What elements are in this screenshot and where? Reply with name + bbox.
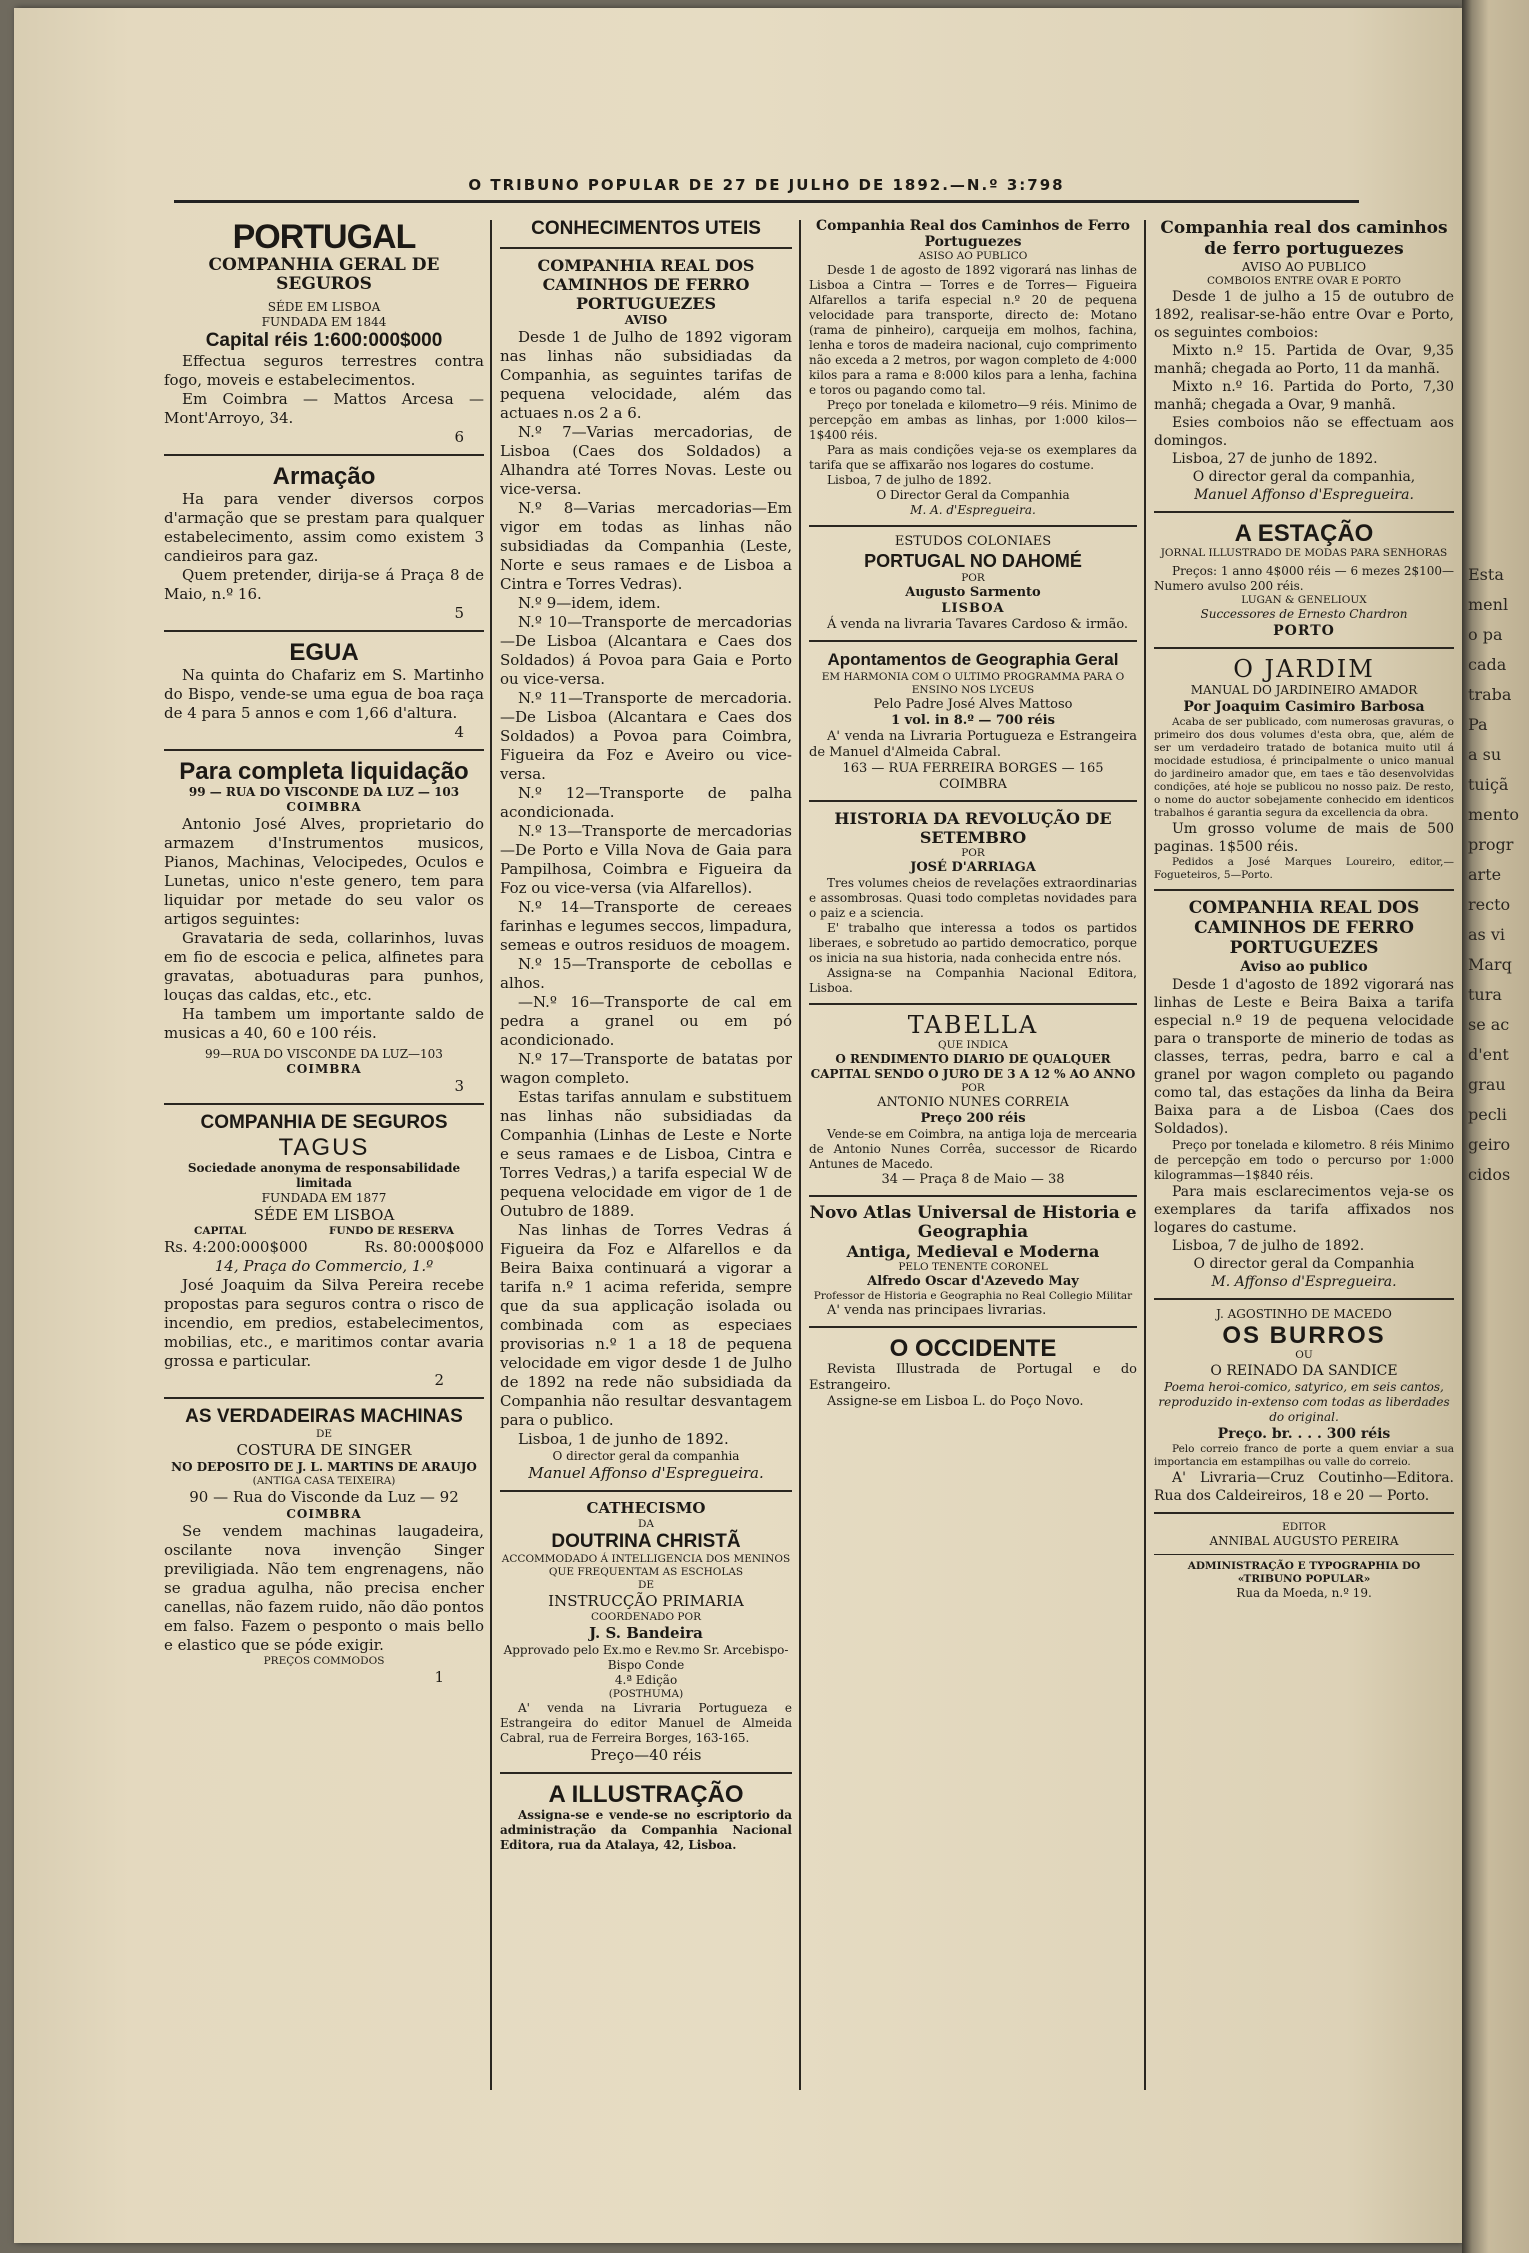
notice-aviso: Aviso ao publico [1240, 959, 1368, 975]
edge-text-fragment: Pa [1468, 715, 1488, 734]
notice-aviso: ASISO AO PUBLICO [918, 250, 1028, 262]
edge-text-fragment: tura [1468, 985, 1502, 1004]
ad-title: Apontamentos de Geographia Geral [827, 650, 1119, 669]
notice-signature: Manuel Affonso d'Espregueira. [528, 1464, 764, 1482]
divider [1154, 511, 1454, 513]
ad-historia [809, 809, 1137, 996]
notice-company: Companhia real dos caminhos de ferro portuguezes [1160, 218, 1448, 259]
edge-text-fragment: se ac [1468, 1015, 1510, 1034]
ad-text: Tres volumes cheios de revelações extraordinarias e assombrosas. Quasi todo completas novidades para o paiz e a sciencia. [809, 876, 1137, 920]
ad-subtitle: Antiga, Medieval e Moderna [846, 1242, 1100, 1261]
edge-text-fragment: cada [1468, 655, 1507, 674]
notice-text: Desde 1 de Julho de 1892 vigoram nas linhas não subsidiadas da Companhia, as seguintes tarifas de pequena velocidade, além das actuaes n.os 2 a 6. [500, 328, 792, 422]
notice-comboios: COMBOIOS ENTRE OVAR E PORTO [1206, 275, 1402, 287]
ad-text: Assigne-se em Lisboa L. do Poço Novo. [827, 1394, 1084, 1409]
divider [1154, 647, 1454, 649]
ad-publisher: LUGAN & GENELIOUX [1241, 594, 1367, 606]
ad-title: TABELLA [907, 1011, 1039, 1039]
divider [500, 1490, 792, 1492]
notice-text: Preço por tonelada e kilometro. 8 réis Minimo de percepção em todo o percurso por 1:000 kilogrammas—1$840 réis. [1154, 1138, 1454, 1182]
ad-burros [1154, 1307, 1454, 1505]
notice-company: COMPANHIA REAL DOS CAMINHOS DE FERRO PORTUGUEZES [537, 256, 755, 313]
ad-title: A ILLUSTRAÇÃO [548, 1781, 744, 1808]
divider [1154, 1554, 1454, 1555]
ad-subtitle: COMPANHIA GERAL DE SEGUROS [208, 255, 440, 294]
ad-title: AS VERDADEIRAS MACHINAS [185, 1406, 463, 1427]
ad-title: Novo Atlas Universal de Historia e Geographia [809, 1203, 1137, 1242]
ad-title: A ESTAÇÃO [1234, 520, 1374, 547]
edge-text-fragment: tuiçã [1468, 775, 1509, 794]
notice-text: Mixto n.º 15. Partida de Ovar, 9,35 manhã; chegada ao Porto, 11 da manhã. [1154, 343, 1454, 377]
tariff-item: N.º 7—Varias mercadorias, de Lisboa (Caes dos Soldados) a Alhandra até Torres Novas. Leste ou vice-versa. [500, 423, 792, 498]
notice-date: Lisboa, 7 de julho de 1892. [827, 473, 992, 487]
ad-title: Para completa liquidação [179, 758, 469, 785]
ad-text: Ha tambem um importante saldo de musicas a 40, 60 e 100 réis. [164, 1005, 484, 1042]
ad-address: 90 — Rua do Visconde da Luz — 92 [189, 1488, 459, 1506]
ad-text: Na quinta do Chafariz em S. Martinho do Bispo, vende-se uma egua de boa raça de 4 para 5 annos e com 1,66 d'altura. [164, 666, 484, 722]
ad-title: COMPANHIA DE SEGUROS [200, 1112, 448, 1133]
ad-instr: INSTRUCÇÃO PRIMARIA [548, 1592, 744, 1610]
ad-text: A' venda nas principaes livrarias. [827, 1303, 1047, 1318]
divider [164, 1397, 484, 1399]
ad-portugal [164, 218, 484, 447]
ad-por: POR [961, 1082, 985, 1094]
fundo-label: FUNDO DE RESERVA [328, 1225, 454, 1237]
capital-value: Rs. 4:200:000$000 [164, 1238, 308, 1256]
notice-text: Para as mais condições veja-se os exemplares da tarifa que se affixarão nos logares do costume. [809, 443, 1137, 472]
admin-label: ADMINISTRAÇÃO E TYPOGRAPHIA DO «TRIBUNO POPULAR» [1187, 1560, 1421, 1585]
divider [809, 800, 1137, 802]
ad-deposito: NO DEPOSITO DE J. L. MARTINS DE ARAUJO [171, 1460, 477, 1474]
ad-city: LISBOA [941, 601, 1005, 616]
ad-ou: OU [1295, 1349, 1313, 1361]
ad-precos: Preços: 1 anno 4$000 réis — 6 mezes 2$100—Numero avulso 200 réis. [1154, 564, 1454, 593]
ad-author: J. AGOSTINHO DE MACEDO [1216, 1307, 1392, 1321]
ad-address: 34 — Praça 8 de Maio — 38 [881, 1172, 1065, 1187]
notice-date: Lisboa, 27 de junho de 1892. [1172, 451, 1378, 467]
ad-text: Á venda na livraria Tavares Cardoso & irmão. [827, 617, 1129, 632]
ad-address: 163 — RUA FERREIRA BORGES — 165 [842, 761, 1104, 776]
ad-post: (POSTHUMA) [608, 1688, 684, 1700]
ad-title: O JARDIM [1233, 655, 1375, 683]
edge-text-fragment: a su [1468, 745, 1502, 764]
ad-vol: Um grosso volume de mais de 500 paginas. 1$500 réis. [1154, 821, 1454, 855]
divider [500, 247, 792, 249]
tariff-item: N.º 8—Varias mercadorias—Em vigor em todas as linhas não subsidiadas da Companhia (Leste, Norte e seus ramaes e de Lisboa a Cintra e Torres Vedras). [500, 499, 792, 593]
ad-coord: COORDENADO POR [591, 1611, 701, 1623]
ad-sede: SÉDE EM LISBOA [267, 300, 381, 314]
ad-title: EGUA [289, 639, 359, 666]
notice-text: Para mais esclarecimentos veja-se os exemplares da tarifa affixados nos logares do castume. [1154, 1184, 1454, 1236]
notice-signature: M. A. d'Espregueira. [910, 503, 1036, 517]
ad-text: Assigna-se na Companhia Nacional Editora, Lisboa. [809, 966, 1137, 995]
ad-number: 3 [454, 1077, 464, 1095]
ad-precos: PREÇOS COMMODOS [263, 1655, 385, 1667]
edge-text-fragment: d'ent [1468, 1045, 1509, 1064]
ad-text: Pelo correio franco de porte a quem enviar a sua importancia em estampilhas ou valle do correio. [1154, 1443, 1454, 1468]
ad-subtitle: EM HARMONIA COM O ULTIMO PROGRAMMA PARA O ENSINO NOS LYCEUS [821, 671, 1125, 696]
tariff-item: N.º 13—Transporte de mercadorias—De Porto e Villa Nova de Gaia para Pampilhosa, Coimbra e Figueira da Foz ou vice-versa (via Alfarellos). [500, 822, 792, 897]
ad-text: Quem pretender, dirija-se á Praça 8 de Maio, n.º 16. [164, 566, 484, 603]
notice-text: Desde 1 de agosto de 1892 vigorará nas linhas de Lisboa a Cintra — Torres e de Torres— Figueira Alfarellos a tarifa especial n.º 20 de pequena velocidade para transporte, directo de: Motano (rama de pinheiro), carqueija em molhos, fachina, lenha e toros de madeira nacional, cujo comprimento não exceda a 2 metros, por wagon completo de 4:000 kilos para a rama e 8:000 kilos para a lenha, fachina e toros ou pagando como tal. [809, 263, 1137, 397]
ad-title: O OCCIDENTE [889, 1335, 1057, 1362]
divider [1154, 1512, 1454, 1514]
ad-egua [164, 639, 484, 742]
ad-address: 14, Praça do Commercio, 1.º [214, 1257, 434, 1275]
ad-number: 4 [454, 723, 464, 741]
fundo-value: Rs. 80:000$000 [364, 1238, 484, 1256]
ad-pelo: PELO TENENTE CORONEL [898, 1261, 1048, 1273]
ad-price: Preço—40 réis [590, 1746, 702, 1764]
ad-fundada: FUNDADA EM 1844 [261, 315, 387, 329]
ad-text: Se vendem machinas laugadeira, oscilante nova invenção Singer previligiada. Não tem engrenagens, não se gradua agulha, não precisa encher canellas, não fazem ruido, não dão pontos em falso. Fazem o pesponto o mais bello e elastico que se póde exigir. [164, 1522, 484, 1654]
edge-text-fragment: o pa [1468, 625, 1503, 644]
tariff-item: N.º 11—Transporte de mercadoria.—De Lisboa (Alcantara e Caes dos Soldados) a Povoa para Coimbra, Figueira da Foz e Aveiro ou vice-versa. [500, 689, 792, 783]
adjacent-page-edge [1462, 0, 1529, 2253]
ad-subtitle: JORNAL ILLUSTRADO DE MODAS PARA SENHORAS [1160, 547, 1448, 559]
ad-address: Em Coimbra — Mattos Arcesa — Mont'Arroyo, 34. [164, 390, 484, 427]
ad-subtitle: PORTUGAL NO DAHOMÉ [864, 551, 1082, 571]
ad-text: Vende-se em Coimbra, na antiga loja de mercearia de Antonio Nunes Corrêa, successor de Ricardo Antunes de Macedo. [809, 1127, 1137, 1171]
ad-title: ESTUDOS COLONIAES [894, 534, 1052, 549]
ad-text: Antonio José Alves, proprietario do armazem d'Instrumentos musicos, Pianos, Machinas, Velocipedes, Oculos e Lunetas, unico n'este genero, tem para liquidar por metade do seu valor os artigos seguintes: [164, 815, 484, 928]
notice-company: Companhia Real dos Caminhos de Ferro Portuguezes [815, 218, 1130, 250]
ad-address: 99 — RUA DO VISCONDE DA LUZ — 103 [188, 785, 460, 799]
tariff-item: N.º 17—Transporte de batatas por wagon completo. [500, 1050, 792, 1087]
ad-title: OS BURROS [1222, 1322, 1386, 1349]
editor-label: EDITOR [1282, 1521, 1326, 1533]
ad-acc: ACCOMMODADO Á INTELLIGENCIA DOS MENINOS QUE FREQUENTAM AS ESCHOLAS [501, 1553, 791, 1578]
ad-estudos [809, 534, 1137, 633]
ad-text: Gravataria de seda, collarinhos, luvas em fio de escocia e pelica, alfinetes para gravatas, abotuaduras para punhos, louças das caldas, etc., etc. [164, 929, 484, 1004]
edge-text-fragment: recto [1468, 895, 1511, 914]
ad-address: 99—RUA DO VISCONDE DA LUZ—103 [205, 1047, 443, 1061]
ad-author: JOSÉ D'ARRIAGA [910, 860, 1036, 875]
notice-text: Esies comboios não se effectuam aos domingos. [1154, 415, 1454, 449]
divider [164, 630, 484, 632]
ad-author: J. S. Bandeira [589, 1624, 703, 1642]
notice-text: Desde 1 de julho a 15 de outubro de 1892, realisar-se-hão entre Ovar e Porto, os seguintes comboios: [1154, 289, 1454, 341]
notice-signature: Manuel Affonso d'Espregueira. [1194, 487, 1414, 503]
ad-subtitle: O RENDIMENTO DIARIO DE QUALQUER CAPITAL SENDO O JURO DE 3 A 12 % AO ANNO [810, 1052, 1136, 1081]
ad-text: A' venda na Livraria Portugueza e Estrangeira do editor Manuel de Almeida Cabral, rua de Ferreira Borges, 163-165. [500, 1701, 792, 1745]
header-rule [174, 200, 1359, 203]
ad-de: DE [637, 1579, 655, 1591]
ad-cathecismo [500, 1499, 792, 1765]
editor-name: ANNIBAL AUGUSTO PEREIRA [1209, 1534, 1399, 1548]
edge-text-fragment: traba [1468, 685, 1512, 704]
edge-text-fragment: Esta [1468, 565, 1504, 584]
divider [809, 1195, 1137, 1197]
section-title: CONHECIMENTOS UTEIS [531, 218, 761, 239]
ad-text: Revista Illustrada de Portugal e do Estrangeiro. [809, 1362, 1137, 1393]
ad-text: José Joaquim da Silva Pereira recebe propostas para seguros contra o risco de incendio, em predios, estabelecimentos, mobilias, etc., e maritimos contar avaria grossa e particular. [164, 1276, 484, 1370]
column-divider [799, 220, 801, 2090]
ad-text: Effectua seguros terrestres contra fogo, moveis e estabelecimentos. [164, 352, 484, 389]
edge-text-fragment: menl [1468, 595, 1509, 614]
notice-aviso: AVISO AO PUBLICO [1241, 260, 1367, 274]
ad-number: 1 [434, 1668, 444, 1686]
ad-jardim [1154, 656, 1454, 882]
edge-text-fragment: pecli [1468, 1105, 1507, 1124]
ad-atlas [809, 1204, 1137, 1319]
edge-text-fragment: arte [1468, 865, 1502, 884]
ad-number: 5 [454, 604, 464, 622]
notice-company: COMPANHIA REAL DOS CAMINHOS DE FERRO PORTUGUEZES [1188, 898, 1420, 958]
notice-text: Preço por tonelada e kilometro—9 réis. Minimo de percepção em ambas as linhas, por 1:000 kilos—1$400 réis. [809, 398, 1137, 442]
ad-city: PORTO [1273, 623, 1335, 639]
ad-occidente [809, 1335, 1137, 1410]
admin-address: Rua da Moeda, n.º 19. [1236, 1586, 1372, 1600]
ad-geographia [809, 649, 1137, 793]
divider [809, 1003, 1137, 1005]
ad-liquidacao [164, 758, 484, 1096]
notice-date: Lisboa, 1 de junho de 1892. [518, 1430, 729, 1448]
divider [809, 640, 1137, 642]
notice-director: O Director Geral da Companhia [876, 488, 1070, 502]
ad-armacao [164, 463, 484, 623]
column-divider [490, 220, 492, 2090]
ad-number: 6 [454, 428, 464, 446]
ad-que: QUE INDICA [938, 1039, 1008, 1051]
ad-de: DE [315, 1428, 333, 1440]
tariff-item: N.º 10—Transporte de mercadorias—De Lisboa (Alcantara e Caes dos Soldados) á Povoa para Gaia e Porto ou vice-versa. [500, 613, 792, 688]
edge-text-fragment: geiro [1468, 1135, 1511, 1154]
ad-text: Acaba de ser publicado, com numerosas gravuras, o primeiro dos dous volumes d'esta obra, que, além de ser um verdadeiro tratado de botanica muito util á mocidade estudiosa, é principalmente o unico manual do jardineiro amador que, em taes e tão desenvolvidas condições, até hoje se publicou no nosso paiz. De resto, o nome do auctor sobejamente conhecido em identicos trabalhos é garantia segura da excellencia da obra. [1154, 716, 1454, 819]
ad-price: Preço. br. . . . 300 réis [1217, 1426, 1391, 1442]
ad-name: TAGUS [278, 1134, 370, 1161]
ad-approv: Approvado pelo Ex.mo e Rev.mo Sr. Arcebispo-Bispo Conde [503, 1643, 789, 1672]
notice-text: Estas tarifas annulam e substituem nas linhas não subsidiadas da Companhia (Linhas de Leste e Norte e seus ramaes e de Lisboa, Cintra e Torres Vedras,) a tarifa especial W de pequena velocidade em vigor de 1 de Outubro de 1889. [500, 1088, 792, 1220]
ad-prof: Professor de Historia e Geographia no Real Collegio Militar [813, 1290, 1133, 1302]
notice-signature: M. Affonso d'Espregueira. [1211, 1274, 1397, 1290]
ad-capital: Capital réis 1:600:000$000 [205, 330, 443, 351]
ad-title: PORTUGAL [232, 218, 416, 256]
ad-city: COIMBRA [939, 777, 1007, 792]
ad-fundada: FUNDADA EM 1877 [261, 1191, 387, 1205]
ad-text: Assigna-se e vende-se no escriptorio da administração da Companhia Nacional Editora, rua da Atalaya, 42, Lisboa. [500, 1808, 792, 1852]
ad-subtitle: MANUAL DO JARDINEIRO AMADOR [1190, 683, 1418, 697]
ad-singer [164, 1406, 484, 1687]
notice-director: O director geral da Companhia [1193, 1256, 1415, 1272]
ad-successor: Successores de Ernesto Chardron [1200, 607, 1408, 621]
ad-livraria: A' Livraria—Cruz Coutinho—Editora. Rua dos Caldeireiros, 18 e 20 — Porto. [1154, 1470, 1454, 1504]
ad-author: Alfredo Oscar d'Azevedo May [867, 1274, 1079, 1289]
ad-city: COIMBRA [286, 1062, 362, 1076]
ad-number: 2 [434, 1371, 444, 1389]
tariff-item: N.º 9—idem, idem. [518, 594, 661, 612]
column-2 [500, 218, 792, 2098]
divider [500, 1772, 792, 1774]
ad-city: COIMBRA [286, 800, 362, 814]
divider [809, 525, 1137, 527]
ad-city: COIMBRA [286, 1507, 362, 1521]
ad-title: HISTORIA DA REVOLUÇÃO DE SETEMBRO [834, 809, 1112, 847]
divider [809, 1326, 1137, 1328]
ad-price: Preço 200 réis [920, 1111, 1026, 1126]
ad-text: E' trabalho que interessa a todos os partidos liberaes, e sobretudo ao partido democratico, porque os inicia na sua historia, nada conhecida entre nós. [809, 921, 1137, 965]
divider [164, 749, 484, 751]
divider [1154, 889, 1454, 891]
edge-text-fragment: grau [1468, 1075, 1506, 1094]
ad-por: POR [961, 572, 985, 584]
ad-subtitle: DOUTRINA CHRISTÃ [551, 1531, 741, 1552]
newspaper-page [14, 8, 1462, 2243]
ad-text: A' venda na Livraria Portugueza e Estrangeira de Manuel d'Almeida Cabral. [809, 729, 1137, 760]
tariff-list [500, 423, 792, 1088]
ad-subtitle: O REINADO DA SANDICE [1210, 1363, 1398, 1379]
ad-title: CATHECISMO [586, 1499, 706, 1517]
ad-author: Por Joaquim Casimiro Barbosa [1183, 699, 1425, 715]
column-divider [1144, 220, 1146, 2090]
column-3 [809, 218, 1137, 2098]
tariff-item: N.º 12—Transporte de palha acondicionada. [500, 784, 792, 821]
divider [1154, 1298, 1454, 1300]
ad-vol: 1 vol. in 8.º — 700 réis [891, 713, 1055, 728]
notice-text: Nas linhas de Torres Vedras á Figueira da Foz e Alfarellos e da Beira Baixa continuará a vigorar a tarifa n.º 1 acima referida, sempre que da sua applicação isolada ou combinada com as especiaes provisorias n.º 1 a 18 de pequena velocidade em vigor desde 1 de Julho de 1892 na rede não subsidiada da Companhia não resultar desvantagem para o publico. [500, 1221, 792, 1429]
capital-label: CAPITAL [194, 1225, 247, 1237]
edge-text-fragment: as vi [1468, 925, 1505, 944]
tariff-item: N.º 14—Transporte de cereaes farinhas e legumes seccos, limpadura, semeas e outros residuos de moagem. [500, 898, 792, 954]
ad-antiga: (ANTIGA CASA TEIXEIRA) [252, 1475, 396, 1487]
edge-text-fragment: cidos [1468, 1165, 1511, 1184]
notice-text: Desde 1 d'agosto de 1892 vigorará nas linhas de Leste e Beira Baixa a tarifa especial n.º 19 de pequena velocidade para o transporte de minerio de todas as classes, terras, pedra, barro e cal a granel por wagon completo ou pagando como tal, das estações da linha da Beira Baixa para a de Lisboa (Caes dos Soldados). [1154, 977, 1454, 1137]
ad-por: POR [961, 847, 985, 859]
ad-sede: SÉDE EM LISBOA [253, 1206, 395, 1224]
column-1 [164, 218, 484, 2098]
ad-author: ANTONIO NUNES CORREIA [877, 1095, 1069, 1110]
ad-estacao [1154, 520, 1454, 640]
ad-subtitle: Sociedade anonyma de responsabilidade limitada [187, 1161, 461, 1190]
ad-author: Augusto Sarmento [905, 585, 1041, 600]
divider [164, 1103, 484, 1105]
tariff-item: —N.º 16—Transporte de cal em pedra a granel ou em pó acondicionado. [500, 993, 792, 1049]
edge-text-fragment: Marq [1468, 955, 1512, 974]
ad-pedidos: Pedidos a José Marques Loureiro, editor,—Fogueteiros, 5—Porto. [1154, 856, 1454, 881]
tariff-item: N.º 15—Transporte de cebollas e alhos. [500, 955, 792, 992]
notice-director: O director geral da companhia, [1192, 469, 1416, 485]
ad-ed: 4.ª Edição [614, 1673, 678, 1687]
ad-illustracao [500, 1781, 792, 1853]
notice-director: O director geral da companhia [552, 1449, 740, 1463]
ad-tagus [164, 1112, 484, 1390]
ad-title: Armação [272, 463, 376, 490]
notice-aviso: AVISO [624, 313, 668, 327]
edge-text-fragment: mento [1468, 805, 1520, 824]
edge-text-fragment: progr [1468, 835, 1514, 854]
notice-date: Lisboa, 7 de julho de 1892. [1172, 1238, 1365, 1254]
ad-da: DA [637, 1518, 654, 1530]
ad-text: Ha para vender diversos corpos d'armação que se prestam para qualquer estabelecimento, assim como existem 3 candieiros para gaz. [164, 490, 484, 565]
ad-subtitle: COSTURA DE SINGER [236, 1441, 412, 1459]
ad-author: Pelo Padre José Alves Mattoso [873, 697, 1073, 712]
notice-text: Mixto n.º 16. Partida do Porto, 7,30 manhã; chegada a Ovar, 9 manhã. [1154, 379, 1454, 413]
ad-tabella [809, 1012, 1137, 1188]
page-header: O TRIBUNO POPULAR DE 27 DE JULHO DE 1892.—N.º 3:798 [468, 176, 1065, 194]
column-4 [1154, 218, 1454, 2098]
divider [164, 454, 484, 456]
ad-desc: Poema heroi-comico, satyrico, em seis cantos, reproduzido in-extenso com todas as liberdades do original. [1158, 1380, 1450, 1424]
